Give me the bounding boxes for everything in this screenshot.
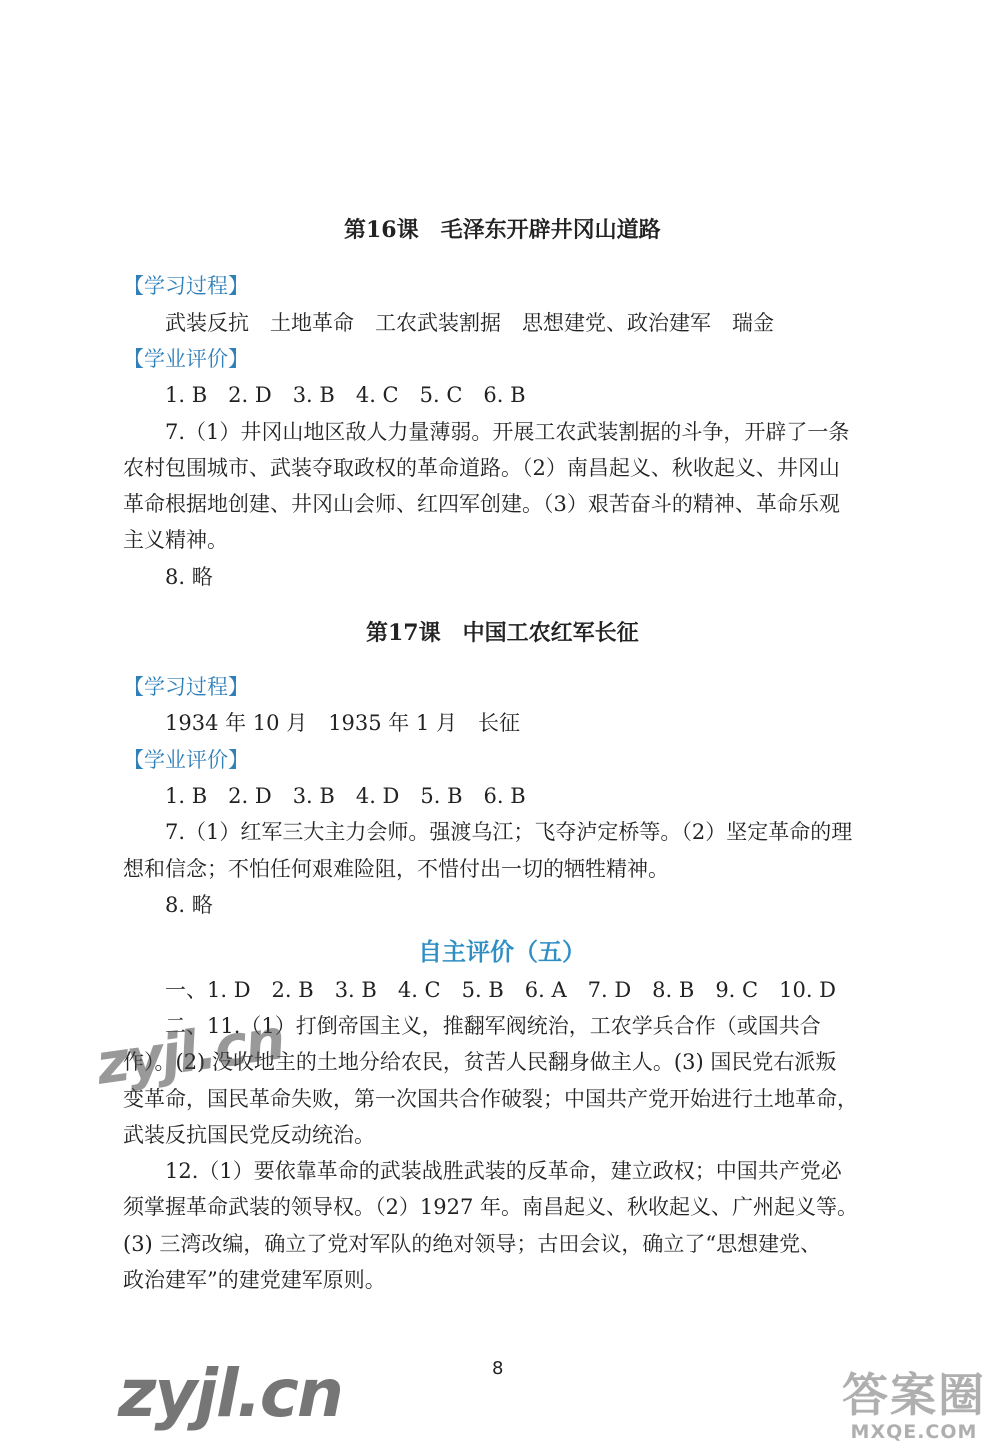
lesson17-q7-line2: 想和信念；不怕任何艰难险阻，不惜付出一切的牺牲精神。 — [123, 857, 669, 881]
lesson17-q8: 8. 略 — [165, 893, 213, 917]
review5-q11-line3: 变革命，国民革命失败，第一次国共合作破裂；中国共产党开始进行土地革命， — [123, 1087, 858, 1111]
review5-q12-line1: 12.（1）要依靠革命的武装战胜武装的反革命，建立政权；中国共产党必 — [165, 1159, 842, 1183]
review5-title: 自主评价（五） — [418, 937, 586, 966]
lesson16-q8: 8. 略 — [165, 565, 213, 589]
watermark-bottom-right — [842, 1369, 986, 1443]
lesson17-choices: 1. B 2. D 3. B 4. D 5. B 6. B — [165, 784, 526, 808]
lesson16-process-label: 【学习过程】 — [123, 274, 249, 298]
lesson16-choices: 1. B 2. D 3. B 4. C 5. C 6. B — [165, 383, 526, 407]
lesson16-title: 第16课 毛泽东开辟井冈山道路 — [344, 217, 661, 243]
review5-q11-line2: 作）。(2) 没收地主的土地分给农民，贫苦人民翻身做主人。(3) 国民党右派叛 — [123, 1050, 837, 1074]
review5-q12-line2: 须掌握革命武装的领导权。（2）1927 年。南昌起义、秋收起义、广州起义等。 — [123, 1195, 858, 1219]
lesson16-q7-line1: 7.（1）井冈山地区敌人力量薄弱。开展工农武装割据的斗争，开辟了一条 — [165, 420, 850, 444]
review5-q11-line1: 二、11.（1）打倒帝国主义，推翻军阀统治，工农学兵合作（或国共合 — [165, 1014, 821, 1038]
review5-q11-line4: 武装反抗国民党反动统治。 — [123, 1123, 375, 1147]
lesson17-eval-label: 【学业评价】 — [123, 748, 249, 772]
lesson16-q7-line4: 主义精神。 — [123, 528, 228, 552]
lesson16-q7-line3: 革命根据地创建、井冈山会师、红四军创建。（3）艰苦奋斗的精神、革命乐观 — [123, 492, 840, 516]
watermark-mid: zyjl.cn — [92, 1007, 288, 1098]
watermark-logo-text: 答案圈 — [842, 1368, 986, 1422]
lesson17-q7-line1: 7.（1）红军三大主力会师。强渡乌江；飞夺泸定桥等。（2）坚定革命的理 — [165, 820, 853, 844]
lesson17-process-label: 【学习过程】 — [123, 675, 249, 699]
page-number: 8 — [492, 1358, 504, 1379]
lesson17-process-answer: 1934 年 10 月 1935 年 1 月 长征 — [165, 711, 521, 735]
lesson16-q7-line2: 农村包围城市、武装夺取政权的革命道路。（2）南昌起义、秋收起义、井冈山 — [123, 456, 840, 480]
watermark-site-text: MXQE.COM — [850, 1421, 978, 1443]
lesson17-title: 第17课 中国工农红军长征 — [366, 620, 639, 646]
review5-q12-line4: 政治建军”的建党建军原则。 — [123, 1268, 386, 1292]
review5-part1: 一、1. D 2. B 3. B 4. C 5. B 6. A 7. D 8. B 9. C 10. D — [165, 978, 837, 1002]
watermark-bottom-left: zyjl.cn — [118, 1355, 342, 1432]
lesson16-process-answer: 武装反抗 土地革命 工农武装割据 思想建党、政治建军 瑞金 — [165, 311, 774, 335]
lesson16-eval-label: 【学业评价】 — [123, 347, 249, 371]
review5-q12-line3: (3) 三湾改编，确立了党对军队的绝对领导；古田会议，确立了“思想建党、 — [123, 1232, 822, 1256]
